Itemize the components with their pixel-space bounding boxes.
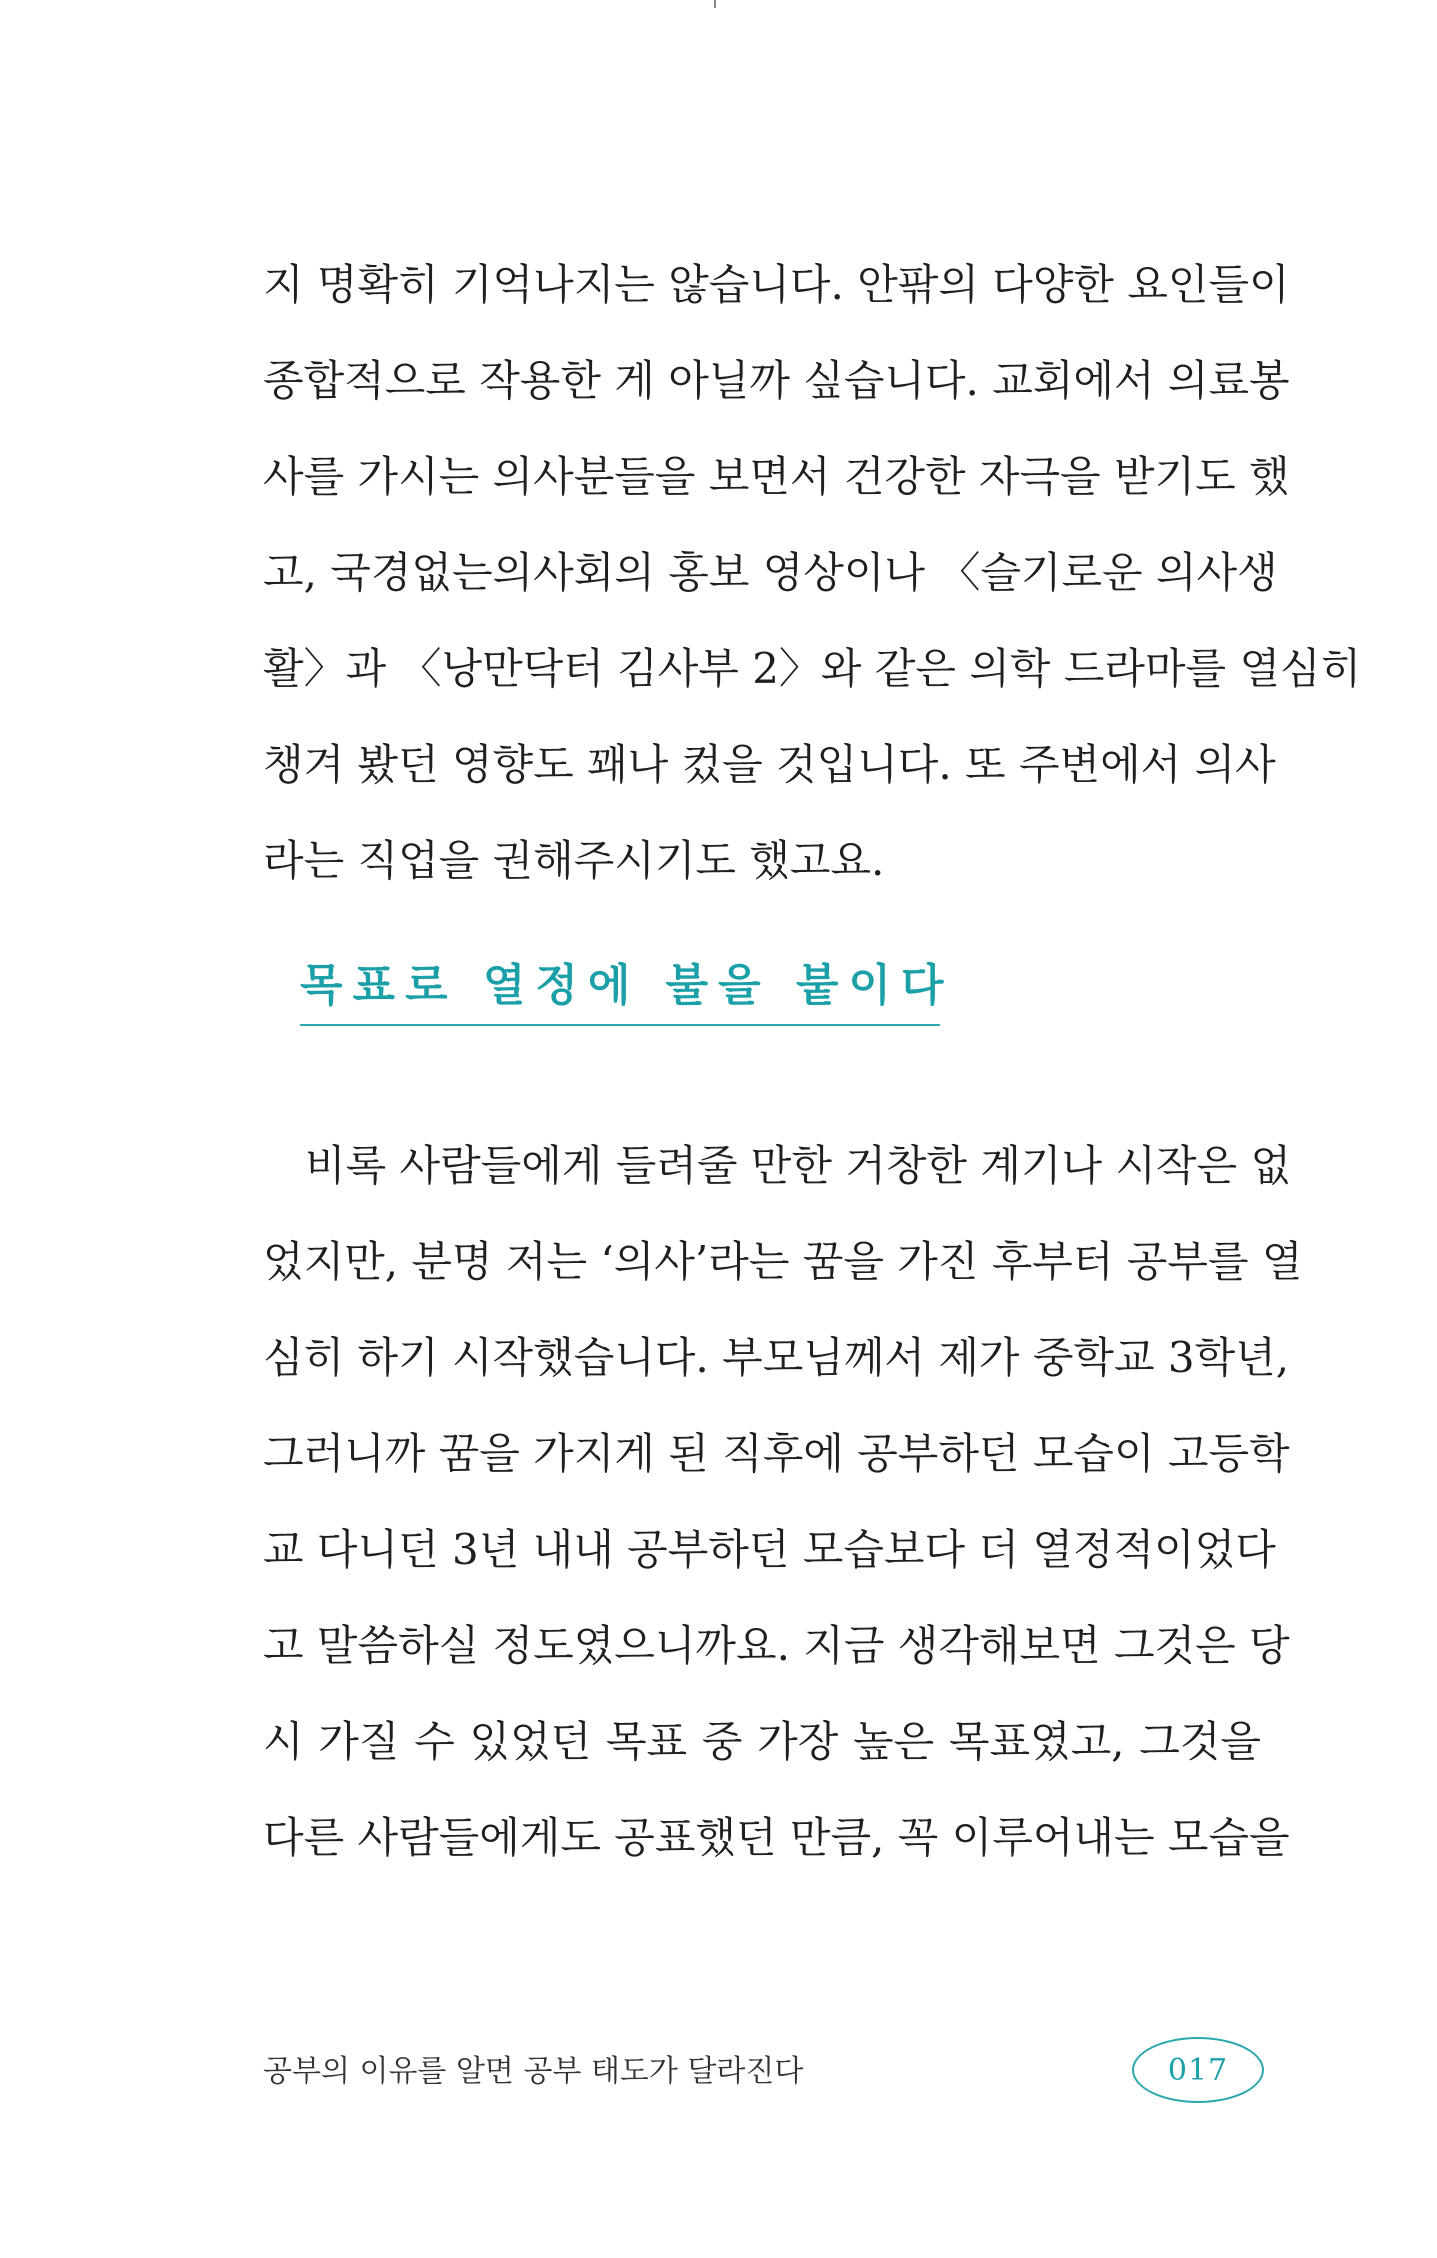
text-line: 사를 가시는 의사분들을 보면서 건강한 자극을 받기도 했 [263,452,1290,501]
text-line: 종합적으로 작용한 게 아닐까 싶습니다. 교회에서 의료봉 [263,356,1290,405]
text-line: 었지만, 분명 저는 ‘의사’라는 꿈을 가진 후부터 공부를 열 [263,1237,1303,1286]
body-paragraph-1 [263,237,1362,909]
text-line: 심히 하기 시작했습니다. 부모님께서 제가 중학교 3학년, [263,1333,1290,1382]
text-line: 지 명확히 기억나지는 않습니다. 안팎의 다양한 요인들이 [263,260,1290,309]
page-number-badge [1132,2037,1264,2103]
page-number: 017 [1167,2052,1229,2088]
text-line: 고, 국경없는의사회의 홍보 영상이나 〈슬기로운 의사생 [263,548,1278,597]
body-paragraph-2 [263,1118,1303,1886]
section-heading-text: 목표로 열정에 불을 붙이다 [300,960,954,1011]
text-line: 활〉과 〈낭만닥터 김사부 2〉와 같은 의학 드라마를 열심히 [263,644,1362,693]
text-line: 교 다니던 3년 내내 공부하던 모습보다 더 열정적이었다 [263,1525,1276,1574]
text-line: 그러니까 꿈을 가지게 된 직후에 공부하던 모습이 고등학 [263,1429,1290,1478]
section-heading [300,958,954,1026]
text-line: 고 말씀하실 정도였으니까요. 지금 생각해보면 그것은 당 [263,1621,1290,1670]
text-line: 시 가질 수 있었던 목표 중 가장 높은 목표였고, 그것을 [263,1717,1261,1766]
text-line: 챙겨 봤던 영향도 꽤나 컸을 것입니다. 또 주변에서 의사 [263,740,1276,789]
text-line: 라는 직업을 권해주시기도 했고요. [263,836,885,885]
text-line: 비록 사람들에게 들려줄 만한 거창한 계기나 시작은 없 [305,1141,1292,1190]
footer-book-title: 공부의 이유를 알면 공부 태도가 달라진다 [263,2054,804,2089]
top-crop-mark [714,0,716,8]
text-line: 다른 사람들에게도 공표했던 만큼, 꼭 이루어내는 모습을 [263,1813,1290,1862]
